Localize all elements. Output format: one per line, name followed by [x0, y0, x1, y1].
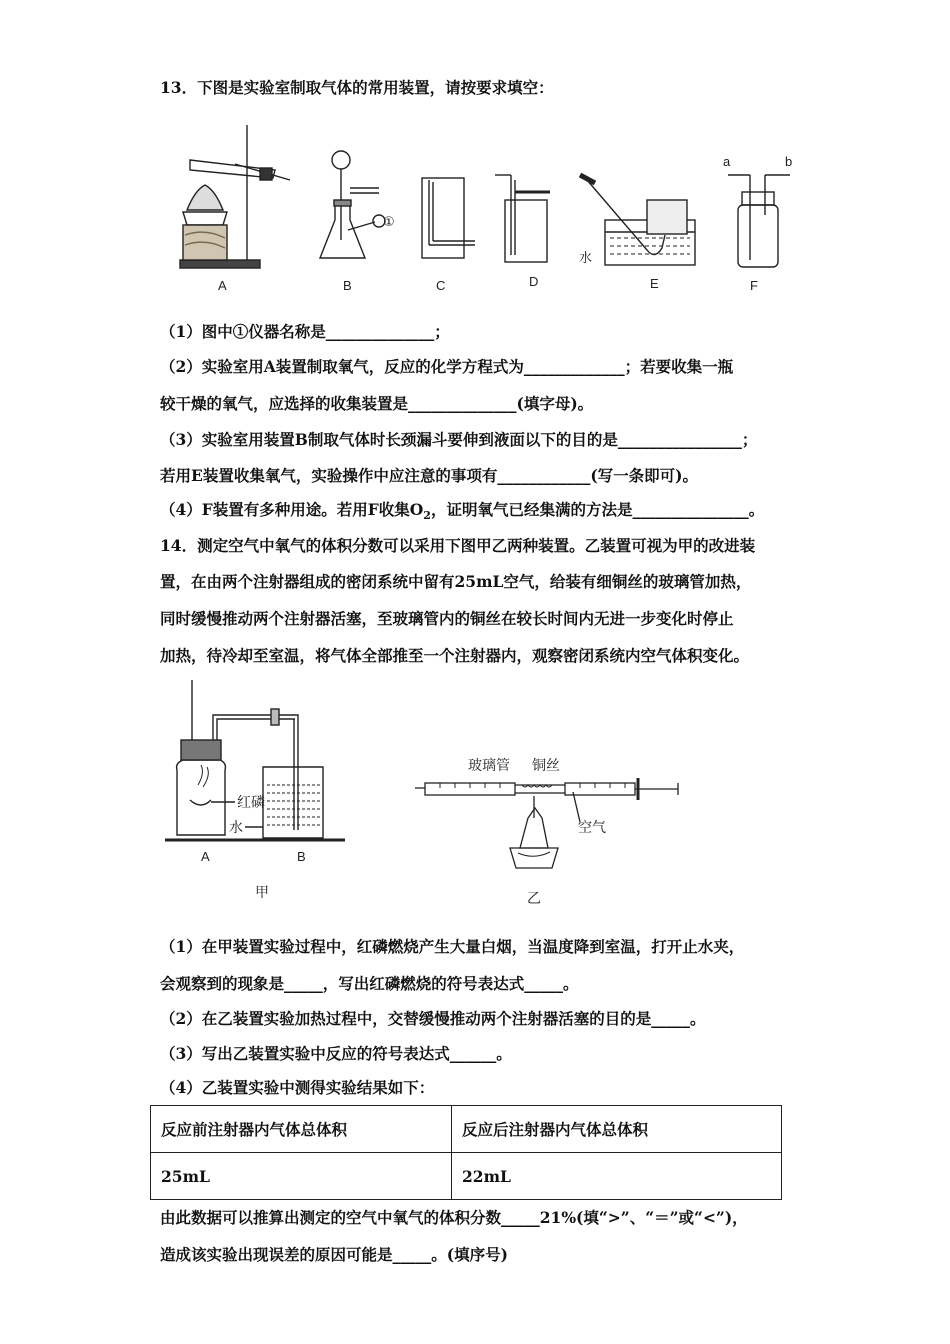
q14-sub1-line2: 会观察到的现象是_____，写出红磷燃烧的符号表达式_____。 — [160, 974, 579, 993]
label-a: A — [218, 278, 227, 293]
apparatus-a — [180, 125, 290, 268]
q14-sub1-line1: （1）在甲装置实验过程中，红磷燃烧产生大量白烟，当温度降到室温，打开止水夹， — [160, 937, 745, 956]
water-label-jia: 水 — [229, 820, 243, 836]
apparatus-f — [728, 175, 790, 267]
table-row — [151, 1153, 782, 1200]
label-jia-a: A — [201, 849, 210, 864]
q14-conclusion-line1: 由此数据可以推算出测定的空气中氧气的体积分数_____21%(填“>”、“＝”或“<”)， — [160, 1208, 748, 1227]
label-jia-b: B — [297, 849, 306, 864]
q13-part1: （1）图中①仪器名称是______________； — [160, 322, 450, 341]
label-b: B — [343, 278, 352, 293]
q13-part3-line1: （3）实验室用装置B制取气体时长颈漏斗要伸到液面以下的目的是________________； — [160, 430, 758, 449]
q14-line4: 加热，待冷却至室温，将气体全部推至一个注射器内，观察密闭系统内空气体积变化。 — [160, 646, 750, 665]
label-e: E — [650, 276, 659, 291]
port-a-label: a — [723, 154, 731, 169]
q13-title: 13．下图是实验室制取气体的常用装置，请按要求填空： — [160, 78, 554, 97]
port-b-label: b — [785, 154, 793, 169]
q13-part2-line1: （2）实验室用A装置制取氧气，反应的化学方程式为_____________；若要收集一瓶 — [160, 357, 734, 376]
q14-sub4: （4）乙装置实验中测得实验结果如下： — [160, 1078, 435, 1097]
apparatus-b — [320, 151, 385, 258]
table-value-after: 22mL — [452, 1153, 782, 1200]
apparatus-e — [580, 175, 695, 265]
red-phosphorus-label: 红磷 — [237, 795, 265, 811]
q14-line3: 同时缓慢推动两个注射器活塞，至玻璃管内的铜丝在较长时间内无进一步变化时停止 — [160, 609, 734, 628]
mark-1: ① — [383, 214, 395, 229]
apparatus-c — [422, 178, 475, 258]
q13-apparatus-figure — [165, 120, 815, 300]
apparatus-d — [495, 175, 550, 262]
q14-sub2: （2）在乙装置实验加热过程中，交替缓慢推动两个注射器活塞的目的是_____。 — [160, 1009, 706, 1028]
q14-conclusion-line2: 造成该实验出现误差的原因可能是_____。(填序号) — [160, 1245, 508, 1264]
label-d: D — [529, 274, 539, 289]
q13-part4: （4）F装置有多种用途。若用F收集$O_2$，证明氧气已经集满的方法是_______________。 — [160, 500, 765, 523]
q14-line2: 置，在由两个注射器组成的密闭系统中留有25mL空气，给装有细铜丝的玻璃管加热， — [160, 572, 752, 591]
q13-part2-line2: 较干燥的氧气，应选择的收集装置是______________(填字母)。 — [160, 394, 594, 413]
table-header-after: 反应后注射器内气体总体积 — [452, 1106, 782, 1153]
table-row — [151, 1106, 782, 1153]
water-label-e: 水 — [579, 250, 593, 265]
label-f: F — [750, 278, 758, 293]
fig-yi — [410, 748, 690, 913]
table-header-before: 反应前注射器内气体总体积 — [151, 1106, 452, 1153]
copper-wire-label: 铜丝 — [532, 758, 560, 774]
fig-jia — [165, 675, 355, 905]
caption-jia: 甲 — [255, 885, 269, 901]
q13-part3-line2: 若用E装置收集氧气，实验操作中应注意的事项有____________(写一条即可)。 — [160, 466, 698, 485]
result-table — [150, 1105, 782, 1200]
label-c: C — [436, 278, 446, 293]
q14-sub3: （3）写出乙装置实验中反应的符号表达式______。 — [160, 1044, 512, 1063]
caption-yi: 乙 — [527, 891, 541, 907]
air-label: 空气 — [578, 820, 606, 836]
glass-tube-label: 玻璃管 — [468, 758, 510, 774]
q14-line1: 14．测定空气中氧气的体积分数可以采用下图甲乙两种装置。乙装置可视为甲的改进装 — [160, 536, 756, 555]
table-value-before: 25mL — [151, 1153, 452, 1200]
